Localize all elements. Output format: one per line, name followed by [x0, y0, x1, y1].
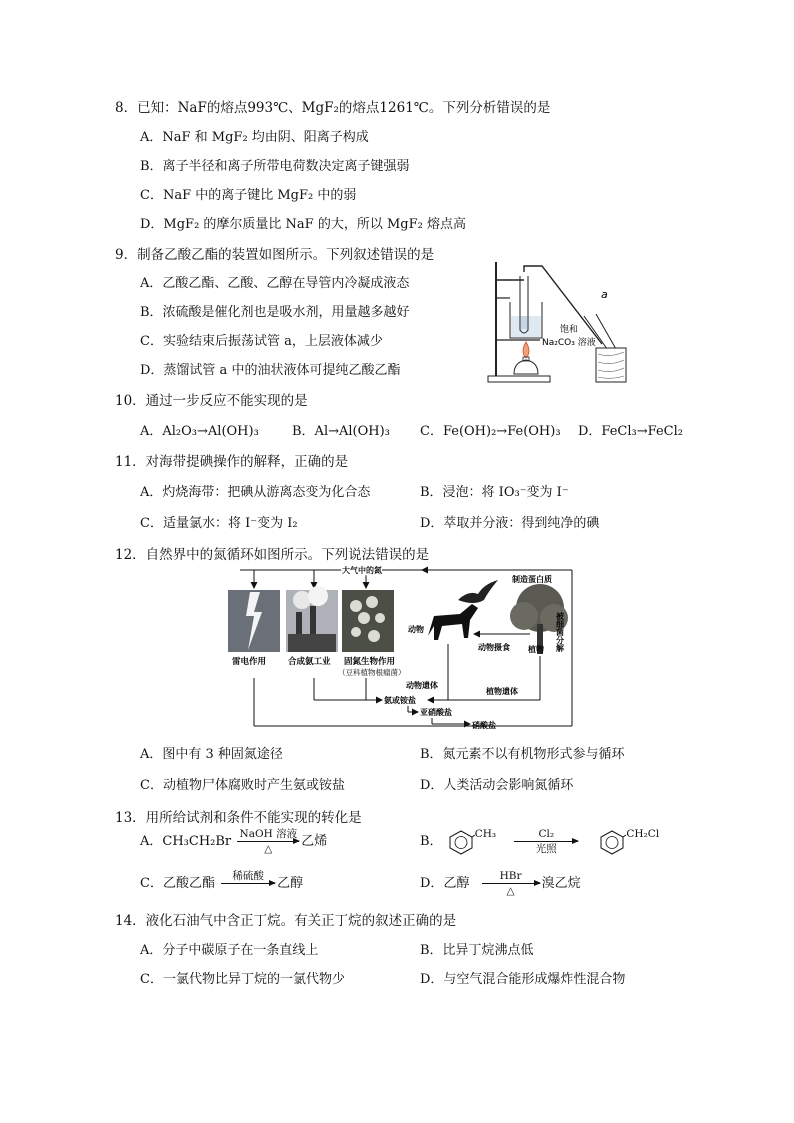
q12-label-ammonia: 氨或铵盐 — [384, 696, 416, 705]
q13-c-reagent: 稀硫酸 — [232, 870, 264, 882]
q12-label-lightning: 雷电作用 — [232, 657, 267, 667]
q9-option-a[interactable]: A．乙酸乙酯、乙酸、乙醇在导管内冷凝成液态 — [140, 276, 410, 291]
q13-d-arrow — [482, 870, 540, 897]
q9-label-a: a — [601, 288, 608, 301]
q10-option-b[interactable]: B．Al→Al(OH)₃ — [292, 424, 390, 439]
q12-option-a[interactable]: A．图中有 3 种固氮途径 — [140, 747, 283, 762]
q11-option-d[interactable]: D．萃取并分液：得到纯净的碘 — [420, 516, 600, 531]
benzene-ring-icon — [447, 829, 475, 855]
q12-nitrogen-cycle-figure — [222, 560, 582, 732]
q14-option-d[interactable]: D．与空气混合能形成爆炸性混合物 — [420, 972, 626, 987]
q13-b-substituent-2: CH₂Cl — [626, 828, 660, 840]
q13-a-condition: △ — [264, 843, 273, 855]
q12-label-bio1: 固氮生物作用 — [344, 657, 396, 667]
q9-label-solution: Na₂CO₃ 溶液 — [542, 338, 596, 348]
q13-option-b[interactable] — [420, 828, 659, 855]
q9-label-saturated: 饱和 — [560, 325, 579, 335]
q13-a-arrow — [237, 828, 299, 855]
q13-option-a[interactable] — [140, 828, 327, 855]
q9-stem: 9．制备乙酸乙酯的装置如图所示。下列叙述错误的是 — [115, 247, 435, 263]
q12-label-protein: 制造蛋白质 — [512, 575, 552, 584]
q12-label-nitrite: 亚硝酸盐 — [420, 708, 452, 717]
q12-label-decomp: 被细菌分解 — [555, 612, 565, 652]
q9-option-b[interactable]: B．浓硫酸是催化剂也是吸水剂，用量越多越好 — [140, 305, 410, 320]
q12-option-c[interactable]: C．动植物尸体腐败时产生氨或铵盐 — [140, 778, 345, 793]
benzene-ring-icon — [598, 829, 626, 855]
q9-apparatus-figure — [484, 258, 634, 388]
q11-stem: 11．对海带提碘操作的解释，正确的是 — [115, 454, 349, 470]
q13-a-product: 乙烯 — [301, 834, 328, 849]
q12-label-animal: 动物 — [408, 625, 424, 634]
q13-c-condition — [221, 885, 275, 897]
q13-option-c[interactable] — [140, 870, 303, 897]
q13-b-reagent: Cl₂ — [538, 828, 555, 840]
q8-option-c[interactable]: C．NaF 中的离子键比 MgF₂ 中的弱 — [140, 188, 357, 203]
q13-b-arrow — [514, 828, 578, 855]
q13-a-reagent: NaOH 溶液 — [239, 828, 298, 840]
q8-option-d[interactable]: D．MgF₂ 的摩尔质量比 NaF 的大，所以 MgF₂ 熔点高 — [140, 217, 466, 232]
q13-c-arrow — [221, 870, 275, 897]
q13-option-d[interactable] — [420, 870, 581, 897]
q12-label-plant-remains: 植物遗体 — [486, 687, 518, 696]
q13-b-label: B． — [420, 834, 443, 849]
q13-b-condition: 光照 — [535, 843, 557, 855]
q13-d-label: D． — [420, 876, 444, 891]
q12-label-plant: 植物 — [528, 645, 544, 654]
q13-c-label: C． — [140, 876, 163, 891]
q8-option-a[interactable]: A．NaF 和 MgF₂ 均由阴、阳离子构成 — [140, 130, 369, 145]
q11-option-b[interactable]: B．浸泡：将 IO₃⁻变为 I⁻ — [420, 485, 569, 500]
q14-option-a[interactable]: A．分子中碳原子在一条直线上 — [140, 943, 319, 958]
q12-stem: 12．自然界中的氮循环如图所示。下列说法错误的是 — [115, 547, 430, 563]
q13-c-product: 乙醇 — [277, 876, 304, 891]
q12-label-animal-remains: 动物遗体 — [406, 681, 438, 690]
q8-stem: 8．已知：NaF的熔点993℃、MgF₂的熔点1261℃。下列分析错误的是 — [115, 100, 551, 116]
q13-a-reactant: CH₃CH₂Br — [162, 834, 232, 849]
q13-d-reactant: 乙醇 — [443, 876, 470, 891]
q13-a-label: A． — [140, 834, 163, 849]
q12-label-industry: 合成氨工业 — [288, 657, 331, 667]
q12-option-b[interactable]: B．氮元素不以有机物形式参与循环 — [420, 747, 625, 762]
q9-option-d[interactable]: D．蒸馏试管 a 中的油状液体可提纯乙酸乙酯 — [140, 363, 401, 378]
q12-option-d[interactable]: D．人类活动会影响氮循环 — [420, 778, 574, 793]
q10-option-d[interactable]: D．FeCl₃→FeCl₂ — [578, 424, 683, 439]
q13-stem: 13．用所给试剂和条件不能实现的转化是 — [115, 810, 362, 826]
q13-c-reactant: 乙酸乙酯 — [162, 876, 215, 891]
q12-label-bio2: （豆科植物根瘤菌） — [338, 668, 406, 677]
q9-option-c[interactable]: C．实验结束后振荡试管 a，上层液体减少 — [140, 334, 383, 349]
q13-d-reagent: HBr — [499, 870, 522, 882]
q10-stem: 10．通过一步反应不能实现的是 — [115, 393, 308, 409]
q11-option-a[interactable]: A．灼烧海带：把碘从游离态变为化合态 — [140, 485, 371, 500]
q11-option-c[interactable]: C．适量氯水：将 I⁻变为 I₂ — [140, 516, 298, 531]
q8-option-b[interactable]: B．离子半径和离子所带电荷数决定离子键强弱 — [140, 159, 410, 174]
q14-option-c[interactable]: C．一氯代物比异丁烷的一氯代物少 — [140, 972, 345, 987]
q12-label-atmosphere: 大气中的氮 — [342, 566, 382, 575]
q14-stem: 14．液化石油气中含正丁烷。有关正丁烷的叙述正确的是 — [115, 913, 457, 929]
q13-d-condition: △ — [506, 885, 515, 897]
q10-option-c[interactable]: C．Fe(OH)₂→Fe(OH)₃ — [420, 424, 561, 439]
q12-label-eat: 动物摄食 — [478, 643, 510, 652]
q10-option-a[interactable]: A．Al₂O₃→Al(OH)₃ — [140, 424, 259, 439]
q13-d-product: 溴乙烷 — [541, 876, 581, 891]
q13-b-substituent-1: CH₃ — [474, 828, 497, 840]
q12-label-nitrate: 硝酸盐 — [472, 721, 496, 730]
q14-option-b[interactable]: B．比异丁烷沸点低 — [420, 943, 534, 958]
